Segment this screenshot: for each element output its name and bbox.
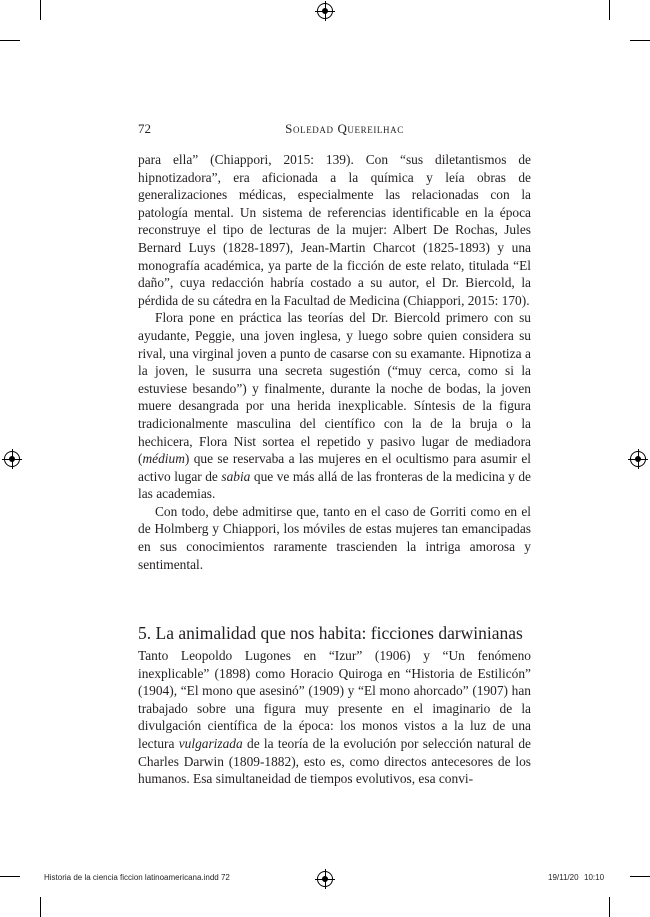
paragraph bbox=[138, 309, 531, 503]
slug-filename: Historia de la ciencia ficcion latinoamericana.indd 72 bbox=[44, 873, 230, 882]
text-run: ) que se reservaba a las mujeres en el ocultismo para asumir el activo lugar de bbox=[138, 451, 531, 484]
crop-mark bbox=[609, 897, 610, 917]
crop-mark bbox=[609, 0, 610, 20]
section-heading: 5. La animalidad que nos habita: ficciones darwinianas bbox=[138, 622, 523, 643]
slug-date: 19/11/20 bbox=[548, 873, 579, 882]
page-number: 72 bbox=[138, 121, 151, 136]
registration-mark-icon bbox=[317, 871, 333, 887]
slug-time: 10:10 bbox=[584, 873, 605, 882]
text-run: Tanto Leopoldo Lugones en “Izur” (1906) y “Un fenómeno inexplicable” (1898) como Horacio Quiroga en “Historia de Estilicón” (1904), “El mono que asesinó” (1909) y “El mono ahorcado” (1907) han trabajado sobre una figura muy presente en el imaginario de la divulgación científica de la época: los monos vistos a la luz de una lectura bbox=[138, 648, 531, 751]
text-run: para ella” (Chiappori, 2015: 139). Con “sus diletantismos de hipnotizadora”, era aficionada a la química y leía obras de generalizaciones médicas, especialmente las relacionadas con la patología mental. Un sistema de referencias identificable en la época reconstruye el tipo de lecturas de la mujer: Albert De Rochas, Jules Bernard Luys (1828-1897), Jean-Martin Charcot (1825-1893) y una monografía académica, ya parte de la ficción de este relato, titulada “El daño”, cuya redacción habría costado a su autor, el Dr. Biercold, la pérdida de su cátedra en la Facultad de Medicina (Chiappori, 2015: 170). bbox=[138, 152, 531, 308]
crop-mark bbox=[630, 40, 650, 41]
running-head bbox=[138, 121, 531, 137]
crop-mark bbox=[40, 0, 41, 20]
crop-mark bbox=[0, 876, 20, 877]
text-run: Con todo, debe admitirse que, tanto en el caso de Gorriti como en el de Holmberg y Chiappori, los móviles de estas mujeres tan emancipadas en sus conocimientos raramente trascienden la intriga amorosa y sentimental. bbox=[138, 503, 531, 572]
text-run: que ve más allá de las fronteras de la medicina y de las academias. bbox=[138, 468, 531, 502]
crop-mark bbox=[0, 40, 20, 41]
section-paragraph bbox=[138, 647, 531, 788]
paragraph bbox=[138, 503, 531, 573]
paragraph bbox=[138, 151, 531, 309]
registration-mark-icon bbox=[630, 451, 646, 467]
section-body bbox=[138, 647, 531, 788]
italic-text: médium bbox=[142, 451, 185, 467]
italic-text: sabia bbox=[221, 468, 251, 484]
crop-mark bbox=[40, 897, 41, 917]
text-run: de la teoría de la evolución por selección natural de Charles Darwin (1809-1882), esto es, como directos antecesores de los humanos. Esa simultaneidad de tiempos evolutivos, esa convi- bbox=[138, 735, 531, 787]
running-title: Soledad Quereilhac bbox=[285, 121, 404, 136]
registration-mark-icon bbox=[317, 3, 333, 19]
body-text bbox=[138, 151, 531, 573]
crop-mark bbox=[630, 876, 650, 877]
text-run: Flora pone en práctica las teorías del Dr. Biercold primero con su ayudante, Peggie, una joven inglesa, y luego sobre quien considera su rival, una virginal joven a punto de casarse con su examante. Hipnotiza a la joven, le susurra una secreta sugestión (“muy cerca, como si la estuviese besando”) y finalmente, durante la noche de bodas, la joven muere desangrada por una herida inexplicable. Síntesis de la figura tradicionalmente masculina del científico con la de la bruja o la hechicera, Flora Nist sortea el repetido y pasivo lugar de mediadora ( bbox=[138, 310, 531, 467]
registration-mark-icon bbox=[4, 451, 20, 467]
italic-text: vulgarizada bbox=[178, 735, 243, 751]
